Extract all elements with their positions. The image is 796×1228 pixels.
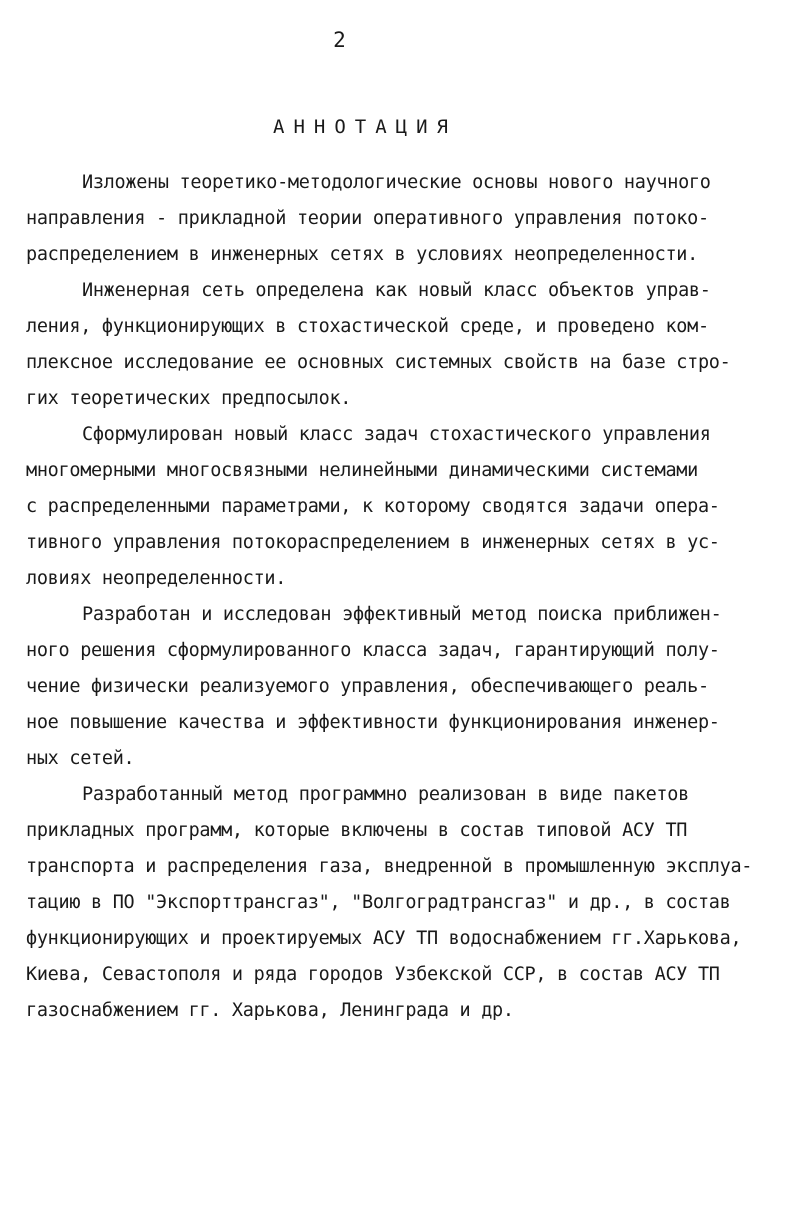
text-line: ловиях неопределенности. [26, 568, 287, 589]
text-line: транспорта и распределения газа, внедренной в промышленную эксплуа- [26, 856, 753, 877]
text-line: ления, функционирующих в стохастической среде, и проведено ком- [26, 316, 709, 337]
text-line: ных сетей. [26, 748, 135, 769]
text-line: гих теоретических предпосылок. [26, 388, 352, 409]
text-line: Разработанный метод программно реализован в виде пакетов [82, 784, 689, 805]
text-line: Киева, Севастополя и ряда городов Узбекской ССР, в состав АСУ ТП [26, 964, 720, 985]
text-line: чение физически реализуемого управления, обеспечивающего реаль- [26, 676, 709, 697]
text-line: тацию в ПО "Экспорттрансгаз", "Волгоградтрансгаз" и др., в состав [26, 892, 731, 913]
page-title: АННОТАЦИЯ [273, 116, 457, 138]
text-line: многомерными многосвязными нелинейными динамическими системами [26, 460, 698, 481]
text-line: ного решения сформулированного класса задач, гарантирующий полу- [26, 640, 720, 661]
text-line: плексное исследование ее основных системных свойств на базе стро- [26, 352, 731, 373]
text-line: ное повышение качества и эффективности функционирования инженер- [26, 712, 720, 733]
text-line: газоснабжением гг. Харькова, Ленинграда и др. [26, 1000, 514, 1021]
text-line: Разработан и исследован эффективный метод поиска приближен- [82, 604, 722, 625]
text-line: Сформулирован новый класс задач стохастического управления [82, 424, 711, 445]
text-line: распределением в инженерных сетях в условиях неопределенности. [26, 244, 698, 265]
page-number: 2 [333, 28, 347, 52]
text-line: с распределенными параметрами, к которому сводятся задачи опера- [26, 496, 720, 517]
text-line: функционирующих и проектируемых АСУ ТП водоснабжением гг.Харькова, [26, 928, 742, 949]
text-line: Изложены теоретико-методологические основы нового научного [82, 172, 711, 193]
text-line: прикладных программ, которые включены в состав типовой АСУ ТП [26, 820, 688, 841]
text-line: тивного управления потокораспределением в инженерных сетях в ус- [26, 532, 720, 553]
text-line: Инженерная сеть определена как новый класс объектов управ- [82, 280, 711, 301]
text-line: направления - прикладной теории оперативного управления потоко- [26, 208, 709, 229]
